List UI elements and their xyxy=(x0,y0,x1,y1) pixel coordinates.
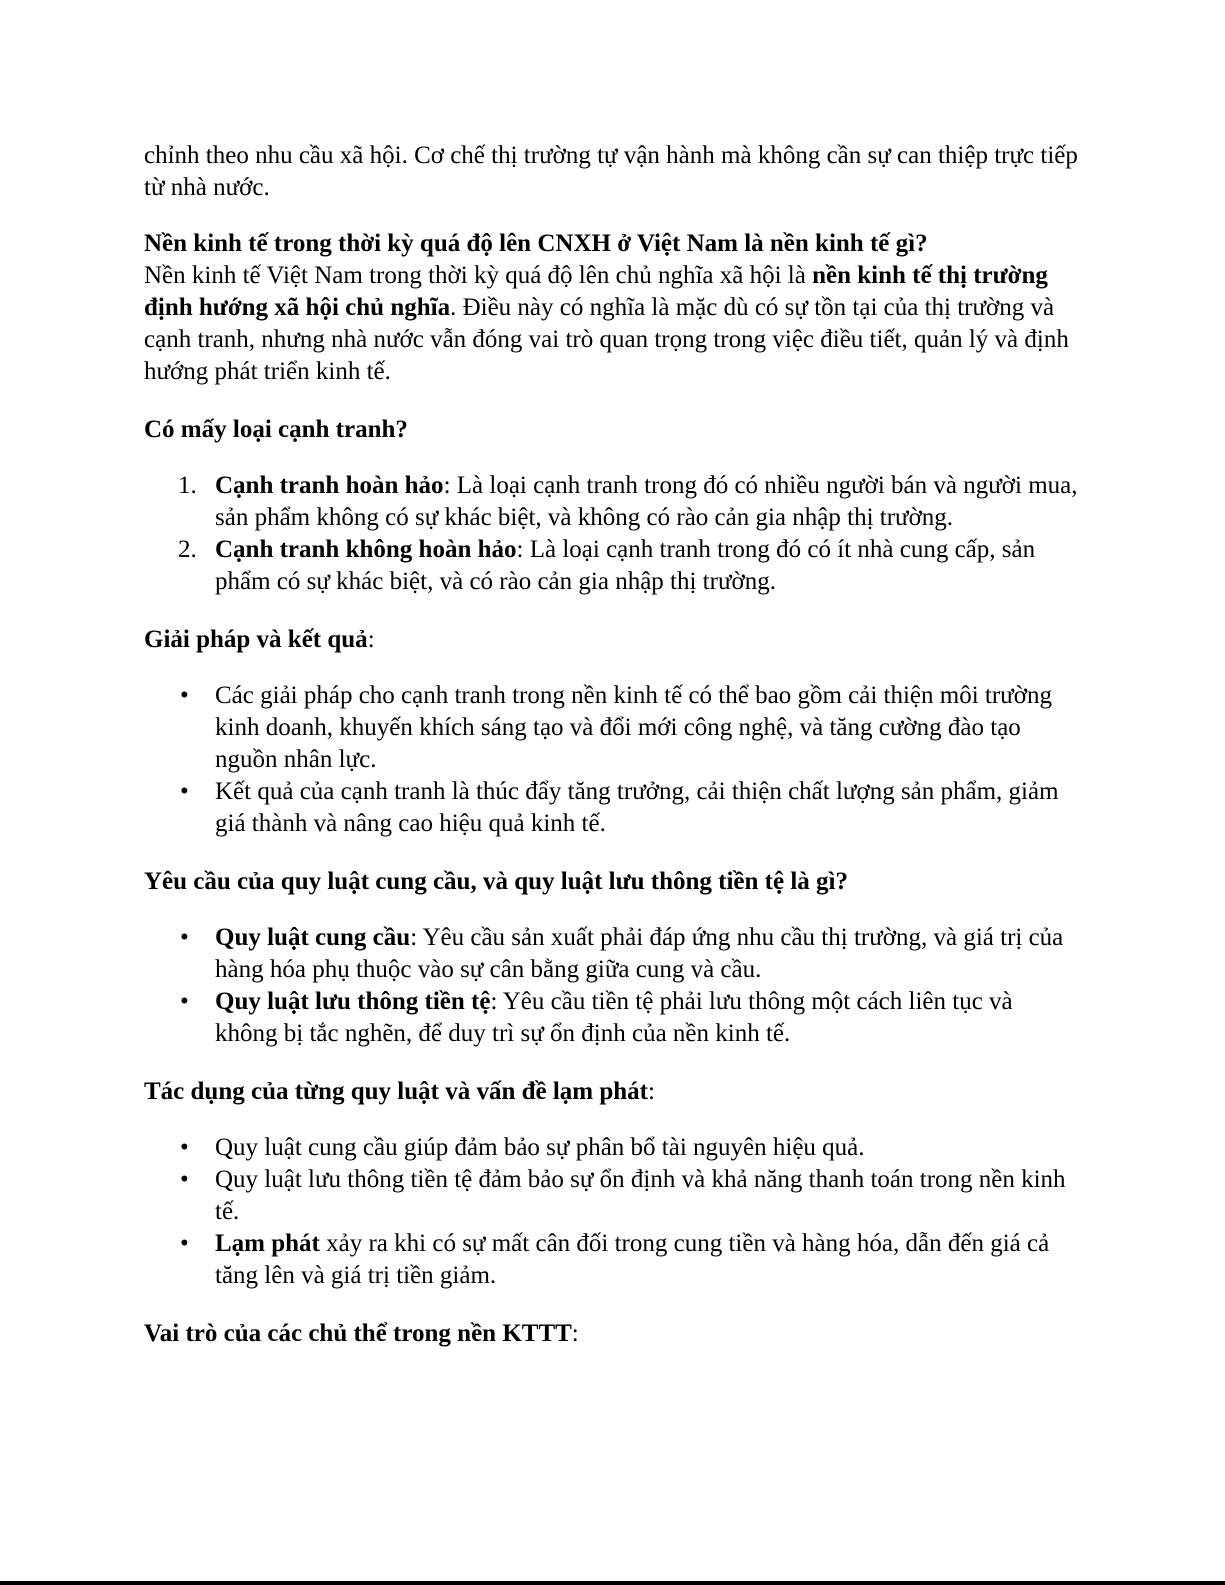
bullet-icon: • xyxy=(180,1134,189,1161)
bullet-icon: • xyxy=(180,988,189,1015)
intro-paragraph: chỉnh theo nhu cầu xã hội. Cơ chế thị trường tự vận hành mà không cần sự can thiệp trực tiếp từ nhà nước. xyxy=(144,142,1078,201)
bullet-icon: • xyxy=(180,1166,189,1193)
solutions-heading: Giải pháp và kết quả: xyxy=(144,626,375,653)
competition-list xyxy=(144,470,1079,598)
economy-heading: Nền kinh tế trong thời kỳ quá độ lên CNXH ở Việt Nam là nền kinh tế gì? xyxy=(144,230,928,257)
roles-heading: Vai trò của các chủ thể trong nền KTTT: xyxy=(144,1320,579,1347)
list-number: 1. xyxy=(178,472,197,499)
economy-bold-term: nền kinh tế thị trường định hướng xã hội chủ nghĩa xyxy=(144,262,1048,321)
laws-heading: Yêu cầu của quy luật cung cầu, và quy luật lưu thông tiền tệ là gì? xyxy=(144,868,848,895)
list-item: • Quy luật lưu thông tiền tệ: Yêu cầu tiền tệ phải lưu thông một cách liên tục và không bị tắc nghẽn, để duy trì sự ổn định của nền kinh tế. xyxy=(180,988,1013,1047)
effects-heading: Tác dụng của từng quy luật và vấn đề lạm phát: xyxy=(144,1078,655,1105)
laws-list xyxy=(144,922,1079,1050)
bullet-icon: • xyxy=(180,924,189,951)
solutions-list xyxy=(144,680,1079,840)
list-item: • Các giải pháp cho cạnh tranh trong nền kinh tế có thể bao gồm cải thiện môi trường kinh doanh, khuyến khích sáng tạo và đổi mới công nghệ, và tăng cường đào tạo nguồn nhân lực. xyxy=(180,682,1052,773)
bullet-icon: • xyxy=(180,778,189,805)
page-bottom-border xyxy=(0,1581,1225,1585)
competition-heading: Có mấy loại cạnh tranh? xyxy=(144,416,408,443)
list-item: • Quy luật lưu thông tiền tệ đảm bảo sự ổn định và khả năng thanh toán trong nền kinh tế. xyxy=(180,1166,1066,1225)
bullet-icon: • xyxy=(180,1230,189,1257)
list-item: 2. Cạnh tranh không hoàn hảo: Là loại cạnh tranh trong đó có ít nhà cung cấp, sản phẩm có sự khác biệt, và có rào cản gia nhập thị trường. xyxy=(178,536,1036,595)
effects-list xyxy=(144,1132,1079,1292)
bullet-icon: • xyxy=(180,682,189,709)
list-item: • Lạm phát xảy ra khi có sự mất cân đối trong cung tiền và hàng hóa, dẫn đến giá cả tăng lên và giá trị tiền giảm. xyxy=(180,1230,1050,1289)
list-item: 1. Cạnh tranh hoàn hảo: Là loại cạnh tranh trong đó có nhiều người bán và người mua, sản phẩm không có sự khác biệt, và không có rào cản gia nhập thị trường. xyxy=(178,472,1078,531)
document-body xyxy=(144,140,1079,1350)
list-number: 2. xyxy=(178,536,197,563)
economy-paragraph: Nền kinh tế Việt Nam trong thời kỳ quá độ lên chủ nghĩa xã hội là nền kinh tế thị trường định hướng xã hội chủ nghĩa. Điều này có nghĩa là mặc dù có sự tồn tại của thị trường và cạnh tranh, nhưng nhà nước vẫn đóng vai trò quan trọng trong việc điều tiết, quản lý và định hướng phát triển kinh tế. xyxy=(144,262,1069,385)
list-item: • Quy luật cung cầu giúp đảm bảo sự phân bổ tài nguyên hiệu quả. xyxy=(144,1132,1079,1164)
list-item: • Quy luật cung cầu: Yêu cầu sản xuất phải đáp ứng nhu cầu thị trường, và giá trị của hàng hóa phụ thuộc vào sự cân bằng giữa cung và cầu. xyxy=(180,924,1064,983)
list-item: • Kết quả của cạnh tranh là thúc đẩy tăng trưởng, cải thiện chất lượng sản phẩm, giảm giá thành và nâng cao hiệu quả kinh tế. xyxy=(180,778,1059,837)
